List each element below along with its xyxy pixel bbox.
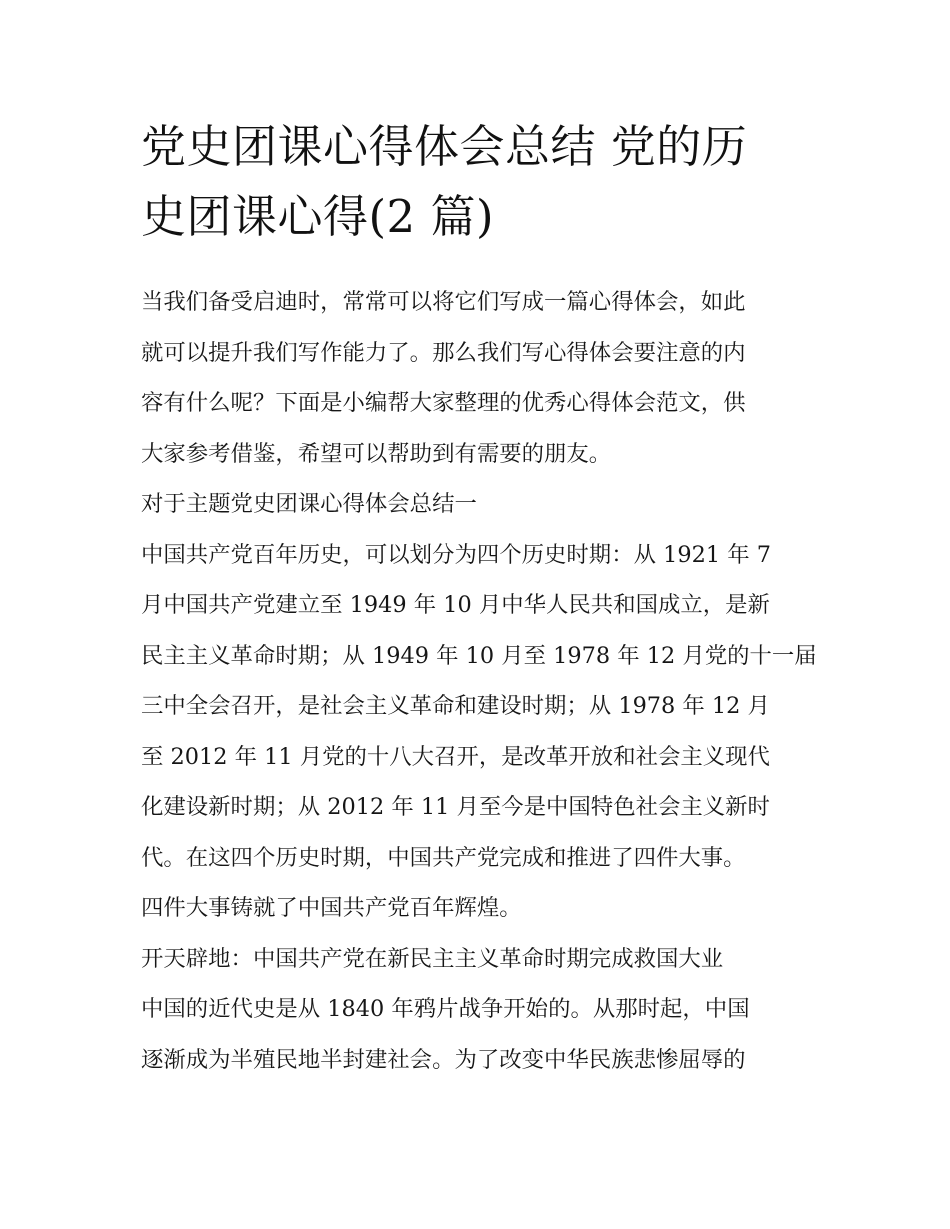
document-body: [141, 277, 817, 1085]
section-heading-line: 对于主题党史团课心得体会总结一: [141, 491, 477, 517]
text-line-9: 三中全会召开，是社会主义革命和建设时期；从 1978 年 12 月: [141, 693, 770, 719]
text-line-10: 至 2012 年 11 月党的十八大召开，是改革开放和社会主义现代: [141, 743, 770, 770]
text-line-3: 容有什么呢？下面是小编帮大家整理的优秀心得体会范文，供: [141, 390, 746, 416]
text-line-15: 中国的近代史是从 1840 年鸦片战争开始的。从那时起，中国: [141, 996, 750, 1022]
document-title: [141, 112, 813, 252]
document-content: [141, 112, 817, 1085]
text-line-1: 当我们备受启迪时，常常可以将它们写成一篇心得体会，如此: [141, 289, 746, 315]
title-line-2: 史团课心得(2 篇): [141, 190, 495, 243]
text-line-13: 四件大事铸就了中国共产党百年辉煌。: [141, 895, 522, 921]
title-line-1: 党史团课心得体会总结 党的历: [141, 120, 748, 173]
text-line-6: 中国共产党百年历史，可以划分为四个历史时期：从 1921 年 7: [141, 541, 771, 568]
text-line-8: 民主主义革命时期；从 1949 年 10 月至 1978 年 12 月党的十一届: [141, 642, 817, 669]
text-line-11: 化建设新时期；从 2012 年 11 月至今是中国特色社会主义新时: [141, 794, 770, 820]
subheading-line: 开天辟地：中国共产党在新民主主义革命时期完成救国大业: [141, 945, 724, 972]
text-line-12: 代。在这四个历史时期，中国共产党完成和推进了四件大事。: [141, 844, 746, 871]
text-line-2: 就可以提升我们写作能力了。那么我们写心得体会要注意的内: [141, 339, 746, 366]
text-line-16: 逐渐成为半殖民地半封建社会。为了改变中华民族悲惨屈辱的: [141, 1046, 746, 1073]
text-line-7: 月中国共产党建立至 1949 年 10 月中华人民共和国成立，是新: [141, 592, 770, 618]
text-line-4: 大家参考借鉴，希望可以帮助到有需要的朋友。: [141, 440, 612, 467]
